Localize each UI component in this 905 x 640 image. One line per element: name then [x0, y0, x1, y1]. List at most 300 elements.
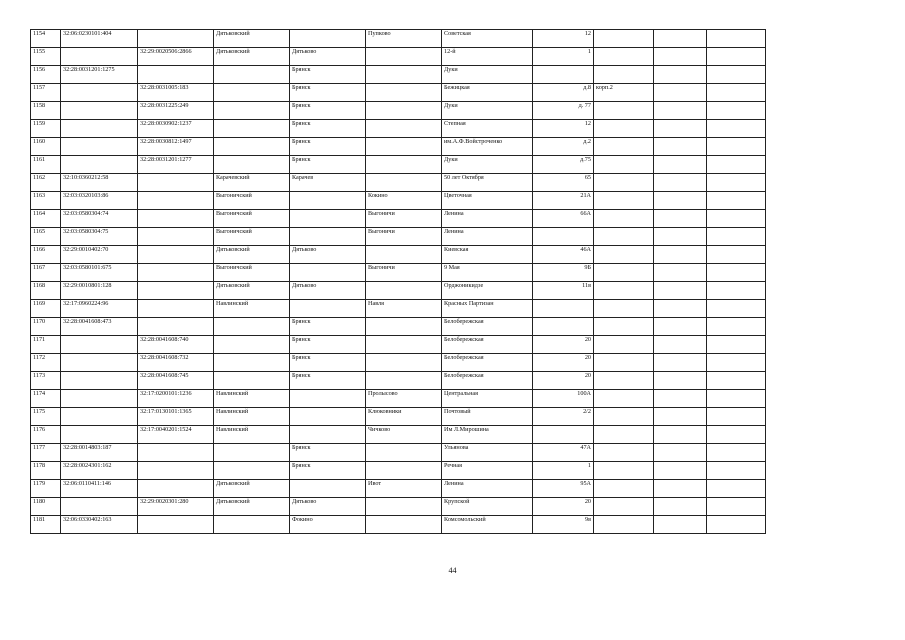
cell-house: д. 77 [533, 102, 594, 120]
cell-building [594, 480, 654, 498]
cell-settlement [366, 318, 442, 336]
table-row [31, 30, 766, 48]
cell-building [594, 354, 654, 372]
table-row [31, 480, 766, 498]
cell-district [214, 354, 290, 372]
cell-row-number: 1181 [31, 516, 61, 534]
cell-house [533, 426, 594, 444]
cell-extra-2 [707, 498, 766, 516]
cell-row-number: 1161 [31, 156, 61, 174]
cell-cadastral-number [61, 426, 138, 444]
cell-extra-2 [707, 210, 766, 228]
cell-street: Степная [442, 120, 533, 138]
cell-street: Ленина [442, 228, 533, 246]
cell-extra-1 [654, 318, 707, 336]
cell-cadastral-number-alt: 32:29:0020506:2866 [138, 48, 214, 66]
cell-house: 1 [533, 48, 594, 66]
cell-house: 20 [533, 372, 594, 390]
cell-city [290, 408, 366, 426]
cell-extra-1 [654, 516, 707, 534]
cell-settlement: Клюковники [366, 408, 442, 426]
cell-settlement [366, 282, 442, 300]
cell-city [290, 480, 366, 498]
cell-extra-1 [654, 498, 707, 516]
cell-city: Брянск [290, 102, 366, 120]
cell-settlement: Пупково [366, 30, 442, 48]
cell-street: Ленина [442, 210, 533, 228]
cell-house [533, 228, 594, 246]
cell-street: Белобережская [442, 318, 533, 336]
cell-district: Дятьковский [214, 480, 290, 498]
cell-house [533, 66, 594, 84]
cell-city: Дятьково [290, 48, 366, 66]
cell-row-number: 1163 [31, 192, 61, 210]
cell-extra-2 [707, 426, 766, 444]
cell-settlement [366, 156, 442, 174]
cell-city: Брянск [290, 318, 366, 336]
cell-extra-2 [707, 48, 766, 66]
table-row [31, 192, 766, 210]
cell-cadastral-number-alt [138, 228, 214, 246]
cell-house: 12 [533, 30, 594, 48]
cell-cadastral-number: 32:28:0014803:187 [61, 444, 138, 462]
cell-house: 65 [533, 174, 594, 192]
cell-building [594, 138, 654, 156]
cell-cadastral-number: 32:17:0960224:96 [61, 300, 138, 318]
table-row [31, 264, 766, 282]
cell-extra-1 [654, 156, 707, 174]
cell-cadastral-number: 32:28:0024301:162 [61, 462, 138, 480]
cell-cadastral-number-alt: 32:29:0020301:280 [138, 498, 214, 516]
cell-settlement [366, 246, 442, 264]
cell-cadastral-number [61, 138, 138, 156]
cell-extra-2 [707, 138, 766, 156]
cell-district [214, 462, 290, 480]
cell-extra-2 [707, 300, 766, 318]
cell-district [214, 372, 290, 390]
cell-district [214, 66, 290, 84]
cell-building [594, 372, 654, 390]
cell-city: Брянск [290, 336, 366, 354]
cell-street: Комсомольский [442, 516, 533, 534]
cell-extra-2 [707, 372, 766, 390]
cell-cadastral-number-alt [138, 192, 214, 210]
cell-district [214, 120, 290, 138]
cell-cadastral-number: 32:03:0580101:675 [61, 264, 138, 282]
cell-extra-2 [707, 408, 766, 426]
cell-house: 20 [533, 354, 594, 372]
cell-cadastral-number [61, 408, 138, 426]
cell-row-number: 1166 [31, 246, 61, 264]
cell-settlement [366, 354, 442, 372]
cell-extra-2 [707, 156, 766, 174]
cell-extra-1 [654, 426, 707, 444]
table-row [31, 516, 766, 534]
cell-cadastral-number-alt [138, 444, 214, 462]
cell-extra-1 [654, 174, 707, 192]
cell-district: Навлинский [214, 300, 290, 318]
cell-cadastral-number [61, 48, 138, 66]
cell-cadastral-number: 32:29:0010801:128 [61, 282, 138, 300]
cell-city: Фокино [290, 516, 366, 534]
cell-house: 47А [533, 444, 594, 462]
cell-extra-2 [707, 336, 766, 354]
cell-cadastral-number: 32:03:0580304:74 [61, 210, 138, 228]
cell-house: 9в [533, 516, 594, 534]
cell-extra-2 [707, 102, 766, 120]
cell-row-number: 1178 [31, 462, 61, 480]
cell-settlement: Кокино [366, 192, 442, 210]
cell-settlement: Чичково [366, 426, 442, 444]
cell-district [214, 138, 290, 156]
cell-cadastral-number [61, 372, 138, 390]
cell-settlement [366, 336, 442, 354]
cell-cadastral-number: 32:03:0320103:86 [61, 192, 138, 210]
cell-building [594, 48, 654, 66]
cell-cadastral-number [61, 354, 138, 372]
cell-cadastral-number-alt [138, 174, 214, 192]
cell-extra-2 [707, 84, 766, 102]
cell-extra-1 [654, 462, 707, 480]
cell-house: д.8 [533, 84, 594, 102]
cell-house: 95А [533, 480, 594, 498]
cell-district [214, 102, 290, 120]
cell-row-number: 1179 [31, 480, 61, 498]
cell-house: 21А [533, 192, 594, 210]
cell-cadastral-number [61, 120, 138, 138]
cell-city: Брянск [290, 84, 366, 102]
table-row [31, 210, 766, 228]
cell-building [594, 336, 654, 354]
cell-row-number: 1170 [31, 318, 61, 336]
cell-building [594, 462, 654, 480]
cell-house: 100А [533, 390, 594, 408]
cell-city [290, 300, 366, 318]
cell-extra-2 [707, 192, 766, 210]
cell-building [594, 30, 654, 48]
cell-street: Советская [442, 30, 533, 48]
cell-house: 46А [533, 246, 594, 264]
cell-cadastral-number: 32:03:0580304:75 [61, 228, 138, 246]
cell-row-number: 1175 [31, 408, 61, 426]
cell-street: Белобережская [442, 354, 533, 372]
cell-row-number: 1158 [31, 102, 61, 120]
cell-street: Бежицкая [442, 84, 533, 102]
cell-cadastral-number: 32:10:0360212:58 [61, 174, 138, 192]
cell-street: Крупской [442, 498, 533, 516]
cell-row-number: 1155 [31, 48, 61, 66]
cell-house: д.2 [533, 138, 594, 156]
cell-extra-2 [707, 228, 766, 246]
cell-extra-2 [707, 264, 766, 282]
cell-district [214, 318, 290, 336]
cell-extra-1 [654, 120, 707, 138]
cell-building [594, 282, 654, 300]
cell-city: Брянск [290, 66, 366, 84]
cell-settlement [366, 66, 442, 84]
cell-cadastral-number-alt: 32:28:0031201:1277 [138, 156, 214, 174]
cell-building [594, 156, 654, 174]
cell-district [214, 444, 290, 462]
cell-extra-1 [654, 228, 707, 246]
cell-district: Дятьковский [214, 30, 290, 48]
cell-row-number: 1162 [31, 174, 61, 192]
table-row [31, 498, 766, 516]
cell-city: Брянск [290, 120, 366, 138]
cell-house: 66А [533, 210, 594, 228]
cell-settlement: Навля [366, 300, 442, 318]
table-row [31, 84, 766, 102]
table-row [31, 156, 766, 174]
cell-extra-2 [707, 480, 766, 498]
cell-settlement: Выгоничи [366, 210, 442, 228]
cell-street: Красных Партизан [442, 300, 533, 318]
cell-extra-1 [654, 408, 707, 426]
cell-district: Дятьковский [214, 246, 290, 264]
cell-building [594, 318, 654, 336]
cell-building [594, 192, 654, 210]
cell-district [214, 336, 290, 354]
cell-extra-2 [707, 120, 766, 138]
cell-building [594, 102, 654, 120]
cell-street: Речная [442, 462, 533, 480]
cell-street: Белобережская [442, 336, 533, 354]
cell-city: Брянск [290, 354, 366, 372]
cell-cadastral-number-alt: 32:28:0041608:732 [138, 354, 214, 372]
cell-row-number: 1164 [31, 210, 61, 228]
cell-street: им.А.Ф.Войстроченко [442, 138, 533, 156]
cell-cadastral-number: 32:29:0010402:70 [61, 246, 138, 264]
cell-district: Выгоничский [214, 228, 290, 246]
cell-extra-2 [707, 30, 766, 48]
cell-settlement [366, 84, 442, 102]
cell-row-number: 1180 [31, 498, 61, 516]
cell-extra-2 [707, 390, 766, 408]
cell-cadastral-number [61, 390, 138, 408]
page-number: 44 [448, 566, 457, 575]
cell-street: 9 Мая [442, 264, 533, 282]
cell-cadastral-number-alt [138, 210, 214, 228]
cell-street: Дуки [442, 156, 533, 174]
cell-extra-2 [707, 318, 766, 336]
cell-district [214, 84, 290, 102]
cell-cadastral-number-alt: 32:28:0041608:740 [138, 336, 214, 354]
cell-row-number: 1160 [31, 138, 61, 156]
table-row [31, 300, 766, 318]
cell-street: Киевская [442, 246, 533, 264]
cell-city: Брянск [290, 462, 366, 480]
cell-house: 12 [533, 120, 594, 138]
cell-extra-2 [707, 246, 766, 264]
cell-cadastral-number-alt: 32:28:0030902:1237 [138, 120, 214, 138]
table-row [31, 138, 766, 156]
cell-house: 1 [533, 462, 594, 480]
table-row [31, 66, 766, 84]
table-row [31, 462, 766, 480]
cell-district: Дятьковский [214, 48, 290, 66]
cell-house [533, 300, 594, 318]
cell-street: Им Л.Мирошина [442, 426, 533, 444]
cell-row-number: 1165 [31, 228, 61, 246]
cell-city: Карачев [290, 174, 366, 192]
cell-extra-2 [707, 174, 766, 192]
cell-building [594, 390, 654, 408]
cell-settlement [366, 48, 442, 66]
cell-extra-1 [654, 390, 707, 408]
cell-row-number: 1154 [31, 30, 61, 48]
cell-house: 20 [533, 336, 594, 354]
cell-extra-1 [654, 336, 707, 354]
cell-city [290, 264, 366, 282]
cell-settlement [366, 102, 442, 120]
cell-extra-1 [654, 84, 707, 102]
cell-building [594, 210, 654, 228]
cell-row-number: 1176 [31, 426, 61, 444]
cell-extra-1 [654, 354, 707, 372]
cell-settlement [366, 138, 442, 156]
cell-district: Выгоничский [214, 210, 290, 228]
cell-district: Выгоничский [214, 192, 290, 210]
cell-cadastral-number: 32:06:0230101:404 [61, 30, 138, 48]
cell-district: Карачевский [214, 174, 290, 192]
cell-street: Ульянова [442, 444, 533, 462]
cell-row-number: 1172 [31, 354, 61, 372]
table-row [31, 318, 766, 336]
cell-building [594, 516, 654, 534]
cell-district: Навлинский [214, 408, 290, 426]
table-row [31, 282, 766, 300]
cell-extra-2 [707, 516, 766, 534]
cell-extra-1 [654, 300, 707, 318]
cell-cadastral-number-alt: 32:17:0130101:1365 [138, 408, 214, 426]
cell-row-number: 1159 [31, 120, 61, 138]
cell-city: Дятьково [290, 282, 366, 300]
table-row [31, 444, 766, 462]
data-table [30, 29, 766, 534]
cell-district: Навлинский [214, 390, 290, 408]
table-row [31, 426, 766, 444]
cell-extra-1 [654, 264, 707, 282]
cell-building [594, 498, 654, 516]
cell-cadastral-number: 32:06:0110411:146 [61, 480, 138, 498]
cell-house: 11в [533, 282, 594, 300]
cell-cadastral-number-alt [138, 66, 214, 84]
table-row [31, 228, 766, 246]
cell-cadastral-number-alt [138, 300, 214, 318]
cell-extra-1 [654, 372, 707, 390]
cell-extra-2 [707, 66, 766, 84]
cell-extra-2 [707, 444, 766, 462]
cell-cadastral-number: 32:06:0330402:163 [61, 516, 138, 534]
cell-city [290, 210, 366, 228]
cell-district: Дятьковский [214, 282, 290, 300]
cell-district: Навлинский [214, 426, 290, 444]
cell-street: Дуки [442, 102, 533, 120]
cell-house: д.75 [533, 156, 594, 174]
cell-settlement [366, 462, 442, 480]
cell-row-number: 1173 [31, 372, 61, 390]
cell-house [533, 318, 594, 336]
cell-street: Дуки [442, 66, 533, 84]
cell-city [290, 192, 366, 210]
cell-settlement: Выгоничи [366, 228, 442, 246]
cell-settlement [366, 444, 442, 462]
cell-row-number: 1169 [31, 300, 61, 318]
cell-cadastral-number [61, 156, 138, 174]
cell-street: Орджоникидзе [442, 282, 533, 300]
cell-extra-1 [654, 102, 707, 120]
cell-city: Брянск [290, 156, 366, 174]
cell-city [290, 390, 366, 408]
cell-building [594, 246, 654, 264]
cell-row-number: 1156 [31, 66, 61, 84]
cell-building: корп.2 [594, 84, 654, 102]
cell-cadastral-number: 32:28:0031201:1275 [61, 66, 138, 84]
cell-extra-2 [707, 462, 766, 480]
table-row [31, 174, 766, 192]
table-row [31, 246, 766, 264]
cell-city: Брянск [290, 372, 366, 390]
cell-cadastral-number [61, 102, 138, 120]
cell-extra-2 [707, 354, 766, 372]
cell-extra-1 [654, 282, 707, 300]
cell-cadastral-number-alt [138, 282, 214, 300]
cell-settlement [366, 120, 442, 138]
cell-extra-2 [707, 282, 766, 300]
table-row [31, 354, 766, 372]
cell-row-number: 1174 [31, 390, 61, 408]
table-row [31, 336, 766, 354]
cell-building [594, 120, 654, 138]
cell-district: Выгоничский [214, 264, 290, 282]
cell-street: Белобережская [442, 372, 533, 390]
cell-city [290, 228, 366, 246]
cell-settlement [366, 498, 442, 516]
cell-building [594, 426, 654, 444]
cell-extra-1 [654, 210, 707, 228]
cell-settlement: Выгоничи [366, 264, 442, 282]
cell-house: 9Б [533, 264, 594, 282]
cell-extra-1 [654, 138, 707, 156]
cell-building [594, 264, 654, 282]
cell-house: 20 [533, 498, 594, 516]
cell-building [594, 300, 654, 318]
cell-house: 2/2 [533, 408, 594, 426]
cell-building [594, 408, 654, 426]
cell-building [594, 444, 654, 462]
cell-cadastral-number-alt [138, 318, 214, 336]
cell-extra-1 [654, 66, 707, 84]
cell-extra-1 [654, 246, 707, 264]
cell-street: Ленина [442, 480, 533, 498]
cell-extra-1 [654, 30, 707, 48]
table-row [31, 390, 766, 408]
cell-cadastral-number-alt [138, 264, 214, 282]
cell-cadastral-number [61, 84, 138, 102]
cell-cadastral-number-alt: 32:28:0041608:745 [138, 372, 214, 390]
cell-row-number: 1171 [31, 336, 61, 354]
cell-street: Центральная [442, 390, 533, 408]
cell-extra-1 [654, 48, 707, 66]
cell-extra-1 [654, 192, 707, 210]
table-row [31, 120, 766, 138]
cell-street: Цветочная [442, 192, 533, 210]
cell-building [594, 228, 654, 246]
cell-building [594, 174, 654, 192]
cell-district [214, 156, 290, 174]
cell-city: Брянск [290, 444, 366, 462]
cell-cadastral-number [61, 336, 138, 354]
